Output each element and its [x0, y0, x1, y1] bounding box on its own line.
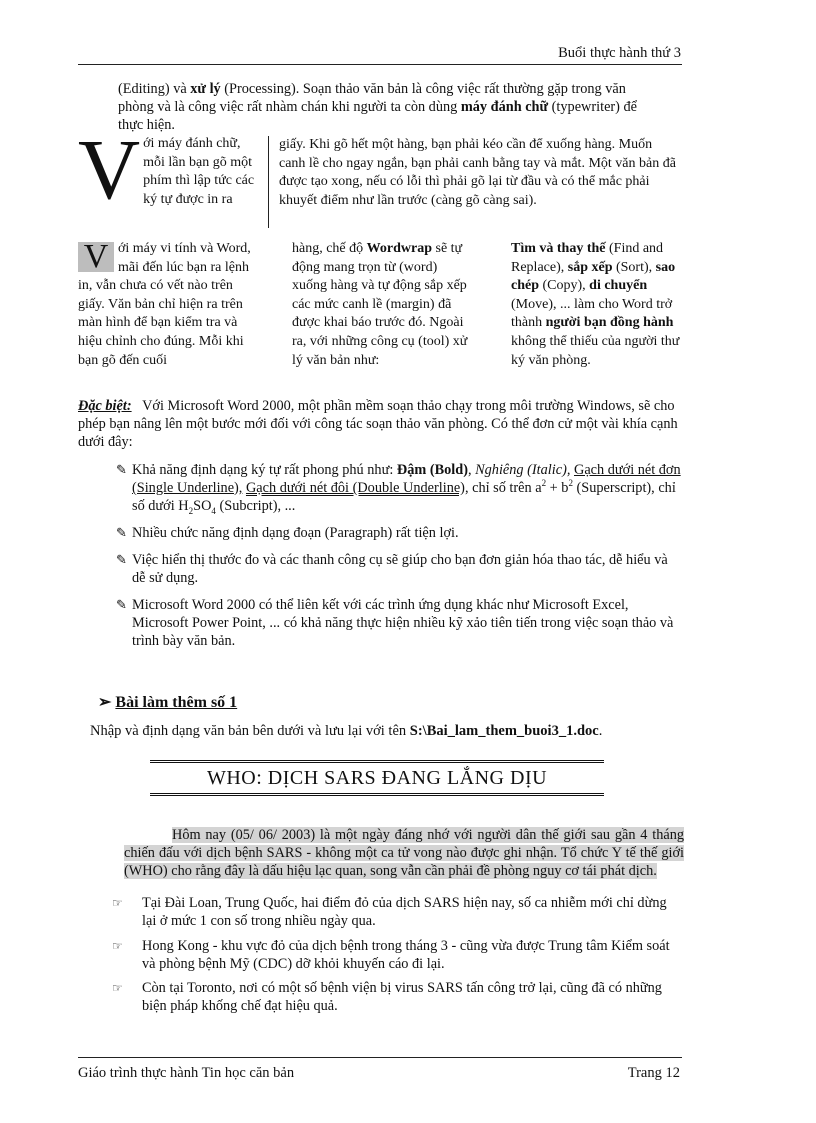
block2-col2-bold: Wordwrap: [366, 241, 432, 256]
block1-right-column: giấy. Khi gõ hết một hàng, bạn phải kéo cần để xuống hàng. Muốn canh lề cho ngay ngắn, bạn phải canh bằng tay và mắt. Một văn bản đã được tạo xong, nếu có lỗi thì phải gõ lại từ đầu và có thể mắc phải khuyết điểm như lần trước (càng gõ càng sai).: [279, 137, 676, 208]
intro-text-2: (Processing). Soạn thảo văn bản là công việc rất thường gặp trong văn phòng và là công việc rất nhàm chán khi người ta còn dùng: [118, 81, 626, 115]
intro-text-3: (typewriter) để thực hiện.: [118, 99, 638, 133]
block2-column-2: [292, 240, 472, 370]
article-item-3: [112, 979, 682, 1015]
col3-text-3: (Copy),: [542, 278, 586, 294]
b3-text: Việc hiển thị thước đo và các thanh công cụ sẽ giúp cho bạn đơn giản hóa thao tác, dễ hiểu và dễ sử dụng.: [132, 552, 668, 586]
article-item-2-text: Hong Kong - khu vực đỏ của dịch bệnh trong tháng 3 - cũng vừa được Trung tâm Kiểm soát và phòng bệnh Mỹ (CDC) dỡ khỏi khuyến cáo đi lại.: [142, 938, 670, 972]
pencil-icon: ✎: [116, 597, 127, 612]
intro-paragraph: [118, 80, 658, 134]
col3-text-4: (Move), ... làm cho Word trở thành: [511, 296, 673, 331]
b1-text-f: SO: [193, 498, 212, 514]
block2-col2-text-a: hàng, chế độ: [292, 241, 364, 256]
footer-left: Giáo trình thực hành Tin học căn bản: [78, 1065, 295, 1081]
col3-bold-3: sao chép: [511, 259, 676, 294]
article-title: WHO: DỊCH SARS ĐANG LẮNG DỊU: [150, 760, 604, 796]
col3-bold-2: sắp xếp: [567, 259, 613, 275]
footer-page-number: Trang 12: [627, 1065, 680, 1081]
b1-text-d: + b: [549, 480, 569, 496]
b4-text: Microsoft Word 2000 có thể liên kết với các trình ứng dụng khác như Microsoft Excel, Microsoft Power Point, ... có khả năng thực hiện nhiều kỹ xảo tiên tiến trong việc soạn thảo và trình bày văn bản.: [132, 597, 674, 649]
block2-col2-text-b: sẽ tự động mang trọn từ (word) xuống hàng và tự động sắp xếp các mức canh lề (margin) đã được khai báo trước đó. Ngoài ra, với những công cụ (tool) xử lý văn bản như:: [292, 241, 468, 368]
arrow-icon: ➢: [98, 694, 112, 711]
intro-text-1: (Editing) và: [118, 81, 187, 97]
pointing-hand-icon: ☞: [112, 939, 123, 953]
col3-text-5: không thể thiếu của người thư ký văn phòng.: [511, 333, 680, 368]
special-label: Đặc biệt:: [78, 398, 132, 414]
b1-text-c: chỉ số trên a: [472, 480, 542, 496]
block2-drop-cap: V: [78, 242, 114, 272]
b1-bold: Đậm (Bold): [396, 462, 468, 478]
b1-single-underline: Gạch dưới nét đơn (Single Underline),: [132, 462, 681, 496]
pointing-hand-icon: ☞: [112, 896, 123, 910]
block1-column-divider: [268, 136, 269, 228]
article-lead-text: Hôm nay (05/ 06/ 2003) là một ngày đáng nhớ với người dân thế giới sau gần 4 tháng chiến đấu với dịch bệnh SARS - không một ca tử vong nào được ghi nhận. Tổ chức Y tế thế giới (WHO) cho rằng đây là dấu hiệu lạc quan, song vẫn cần phải đề phòng nguy cơ tái phát dịch.: [124, 827, 684, 879]
special-paragraph: [78, 397, 678, 451]
b1-text-e: (Superscript), chỉ số dưới H: [132, 480, 676, 514]
block1-left-text: ới máy đánh chữ, mỗi lần bạn gõ một phím thì lập tức các ký tự được in ra: [143, 136, 255, 207]
pencil-icon: ✎: [116, 525, 127, 540]
exercise-heading: [98, 694, 237, 712]
b1-sup-b: 2: [568, 478, 573, 489]
article-lead: [124, 826, 684, 880]
b1-text-a: Khả năng định dạng ký tự rất phong phú như:: [132, 462, 394, 478]
intro-bold-2: máy đánh chữ: [460, 99, 549, 115]
block2-column-3: [511, 240, 681, 370]
feature-bullet-2: [116, 524, 682, 542]
exercise-filename: S:\Bai_lam_them_buoi3_1.doc: [409, 723, 599, 739]
footer-divider: [78, 1057, 682, 1058]
intro-bold-1: xử lý: [190, 81, 221, 97]
block2-col1-text: ới máy vi tính và Word, mãi đến lúc bạn ra lệnh in, vẫn chưa có vết nào trên giấy. Văn bản chỉ hiện ra trên màn hình để bạn kiểm tra và hiệu chỉnh cho đúng. Mỗi khi bạn gõ đến cuối: [78, 241, 251, 368]
b2-text: Nhiều chức năng định dạng đoạn (Paragraph) rất tiện lợi.: [132, 525, 459, 541]
exercise-period: .: [598, 723, 603, 739]
feature-bullet-3: [116, 551, 682, 587]
b1-sup-a: 2: [541, 478, 547, 489]
pencil-icon: ✎: [116, 462, 127, 477]
header-divider: [78, 64, 682, 65]
page-header-title: Buổi thực hành thứ 3: [558, 45, 681, 61]
pointing-hand-icon: ☞: [112, 981, 123, 995]
article-item-1: [112, 894, 682, 930]
feature-bullet-1: ✎ Khả năng định dạng ký tự rất phong phú như: Đậm (Bold), Nghiêng (Italic), Gạch dưới nét đơn (Single Underline), Gạch dưới nét đôi (Double Underline), chỉ số trên $a^2 + b^2$ (Superscript), chỉ số dưới $H_2SO_4$ (Subcript), ...: [116, 462, 681, 516]
exercise-instruction-text: Nhập và định dạng văn bản bên dưới và lưu lại với tên: [90, 723, 407, 739]
pencil-icon: ✎: [116, 552, 127, 567]
block2-column-1: [78, 240, 258, 370]
col3-text-1: (Find and Replace),: [511, 241, 664, 275]
exercise-title: Bài làm thêm số 1: [115, 694, 238, 711]
b1-sub-4: 4: [211, 505, 216, 516]
col3-bold-1: Tìm và thay thế: [511, 241, 606, 256]
feature-bullet-4: [116, 596, 682, 650]
article-item-1-text: Tại Đài Loan, Trung Quốc, hai điểm đỏ của dịch SARS hiện nay, số ca nhiễm mới chỉ dừng lại ở mức 1 con số trong nhiều ngày qua.: [142, 895, 667, 929]
b1-text-g: (Subcript), ...: [219, 498, 296, 514]
b1-double-underline: Gạch dưới nét đôi (Double Underline),: [245, 480, 469, 496]
b1-italic: Nghiêng (Italic),: [475, 462, 571, 478]
exercise-instruction: [90, 722, 690, 740]
col3-bold-4: di chuyển: [589, 278, 648, 294]
block1-drop-cap: V: [78, 121, 141, 217]
b1-sub-2: 2: [188, 505, 194, 516]
article-item-3-text: Còn tại Toronto, nơi có một số bệnh viện bị virus SARS tấn công trở lại, cũng đã có những biện pháp khống chế đạt hiệu quả.: [142, 980, 662, 1014]
block1-left-column: [78, 121, 256, 217]
col3-bold-5: người bạn đồng hành: [545, 315, 674, 331]
special-text: Với Microsoft Word 2000, một phần mềm soạn thảo chạy trong môi trường Windows, sẽ cho phép bạn nâng lên một bước mới đối với công tác soạn thảo văn phòng. Có thể đơn cử một vài khía cạnh dưới đây:: [78, 398, 678, 450]
article-item-2: [112, 937, 682, 973]
col3-text-2: (Sort),: [615, 259, 653, 275]
